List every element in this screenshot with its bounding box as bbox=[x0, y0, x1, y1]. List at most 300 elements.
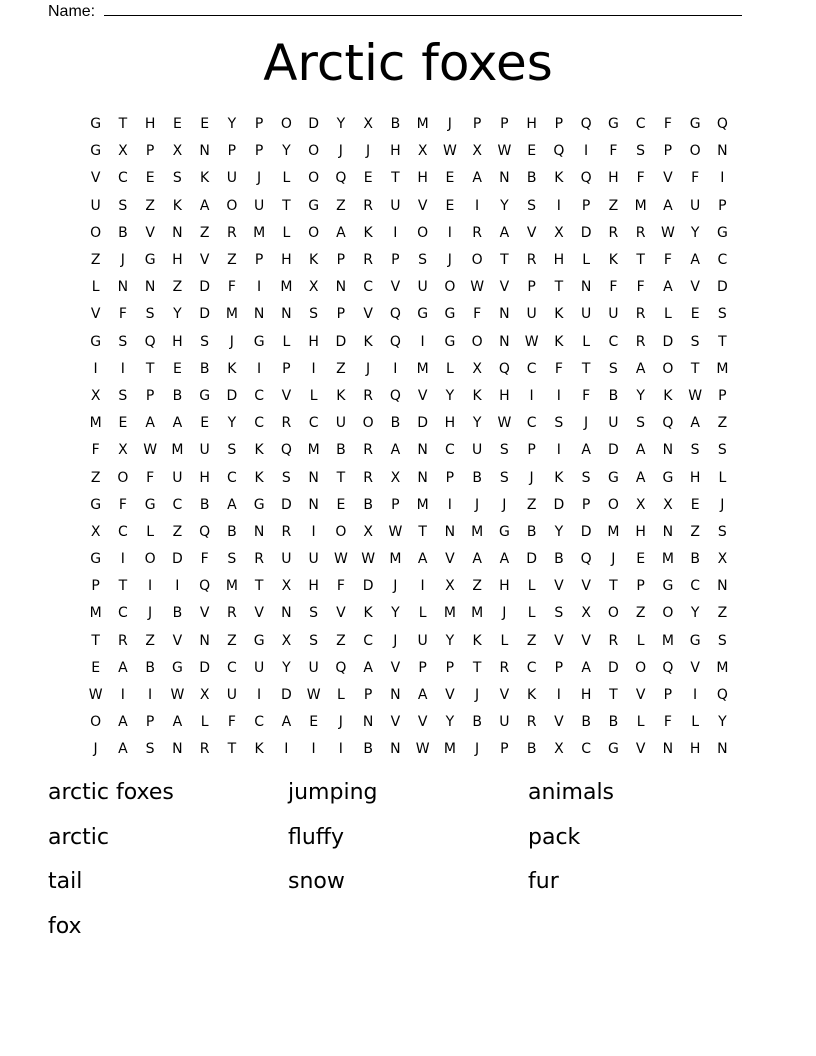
grid-row bbox=[82, 220, 736, 247]
grid-letter: Y bbox=[282, 143, 291, 160]
grid-letter: V bbox=[526, 224, 537, 241]
grid-letter: J bbox=[447, 116, 452, 133]
grid-letter: X bbox=[554, 741, 564, 758]
word-list-item: snow bbox=[288, 869, 345, 894]
grid-letter: L bbox=[445, 360, 454, 377]
name-underline bbox=[104, 15, 742, 16]
grid-letter: S bbox=[200, 333, 210, 350]
grid-letter: N bbox=[253, 523, 265, 540]
grid-letter: V bbox=[417, 714, 428, 731]
grid-letter: I bbox=[120, 360, 125, 377]
grid-letter: I bbox=[338, 741, 343, 758]
grid-letter: V bbox=[499, 279, 510, 296]
grid-letter: C bbox=[226, 469, 237, 486]
grid-letter: Q bbox=[553, 143, 565, 160]
grid-letter: C bbox=[226, 659, 237, 676]
grid-letter: V bbox=[254, 605, 264, 622]
grid-letter: E bbox=[309, 714, 319, 731]
grid-letter: W bbox=[306, 687, 321, 704]
grid-letter: F bbox=[691, 170, 700, 187]
grid-letter: X bbox=[445, 578, 455, 595]
grid-letter: A bbox=[499, 551, 510, 568]
grid-letter: B bbox=[336, 442, 346, 459]
grid-letter: S bbox=[690, 333, 700, 350]
grid-letter: U bbox=[690, 197, 701, 214]
grid-letter: B bbox=[390, 116, 401, 133]
grid-letter: Z bbox=[90, 252, 101, 269]
grid-letter: A bbox=[145, 415, 155, 432]
grid-letter: N bbox=[662, 741, 674, 758]
grid-letter: H bbox=[526, 116, 537, 133]
grid-letter: V bbox=[581, 632, 591, 649]
grid-letter: U bbox=[499, 714, 510, 731]
grid-letter: J bbox=[529, 469, 534, 486]
grid-letter: C bbox=[526, 360, 537, 377]
grid-letter: J bbox=[475, 496, 480, 513]
grid-letter: J bbox=[447, 252, 452, 269]
grid-row bbox=[82, 492, 736, 519]
grid-letter: W bbox=[88, 687, 103, 704]
grid-letter: F bbox=[609, 279, 618, 296]
grid-letter: S bbox=[309, 605, 319, 622]
grid-letter: S bbox=[145, 741, 155, 758]
grid-letter: J bbox=[93, 741, 98, 758]
grid-letter: A bbox=[199, 197, 210, 214]
grid-letter: N bbox=[662, 442, 674, 459]
grid-letter: C bbox=[581, 741, 592, 758]
grid-letter: G bbox=[444, 333, 456, 350]
word-list-item: fox bbox=[48, 913, 82, 939]
grid-letter: O bbox=[689, 143, 701, 160]
grid-letter: W bbox=[143, 442, 158, 459]
grid-letter: F bbox=[663, 252, 672, 269]
grid-letter: S bbox=[227, 442, 237, 459]
grid-letter: O bbox=[226, 197, 238, 214]
grid-letter: T bbox=[91, 632, 100, 649]
grid-letter: Y bbox=[690, 224, 700, 241]
grid-letter: K bbox=[472, 387, 482, 404]
grid-letter: T bbox=[418, 523, 427, 540]
grid-letter: H bbox=[580, 687, 592, 704]
grid-letter: Q bbox=[662, 415, 674, 432]
grid-letter: J bbox=[393, 578, 398, 595]
grid-letter: E bbox=[445, 170, 455, 187]
grid-letter: Z bbox=[172, 279, 183, 296]
grid-letter: W bbox=[333, 551, 348, 568]
grid-letter: P bbox=[581, 197, 591, 214]
grid-letter: T bbox=[118, 116, 128, 133]
grid-letter: U bbox=[226, 170, 237, 187]
grid-letter: H bbox=[444, 415, 456, 432]
grid-row bbox=[82, 274, 736, 301]
grid-letter: E bbox=[91, 659, 101, 676]
grid-letter: G bbox=[90, 551, 102, 568]
grid-letter: X bbox=[118, 442, 128, 459]
grid-letter: C bbox=[444, 442, 455, 459]
grid-letter: Q bbox=[144, 333, 156, 350]
word-list-item: animals bbox=[528, 780, 615, 805]
grid-letter: C bbox=[690, 578, 701, 595]
grid-letter: U bbox=[226, 687, 237, 704]
grid-letter: K bbox=[554, 306, 564, 323]
grid-letter: U bbox=[526, 306, 537, 323]
grid-letter: G bbox=[607, 469, 619, 486]
grid-letter: S bbox=[172, 170, 182, 187]
grid-letter: V bbox=[145, 224, 155, 241]
grid-letter: T bbox=[472, 659, 482, 676]
grid-letter: O bbox=[444, 279, 456, 296]
grid-letter: M bbox=[716, 659, 729, 676]
grid-letter: R bbox=[227, 224, 237, 241]
grid-letter: R bbox=[363, 442, 373, 459]
grid-row bbox=[82, 437, 736, 464]
grid-letter: R bbox=[526, 714, 537, 731]
grid-letter: G bbox=[607, 741, 619, 758]
grid-letter: B bbox=[390, 415, 401, 432]
grid-letter: L bbox=[582, 252, 591, 269]
grid-letter: Y bbox=[282, 659, 291, 676]
grid-letter: M bbox=[471, 523, 484, 540]
grid-letter: W bbox=[442, 143, 457, 160]
grid-letter: H bbox=[553, 252, 565, 269]
grid-letter: Z bbox=[336, 632, 346, 649]
grid-letter: T bbox=[118, 578, 128, 595]
grid-letter: V bbox=[390, 659, 401, 676]
grid-letter: S bbox=[281, 469, 291, 486]
grid-letter: F bbox=[146, 469, 155, 486]
grid-letter: V bbox=[554, 632, 564, 649]
grid-letter: G bbox=[90, 116, 102, 133]
grid-letter: J bbox=[366, 360, 371, 377]
grid-letter: T bbox=[145, 360, 155, 377]
grid-letter: J bbox=[148, 605, 153, 622]
grid-letter: E bbox=[145, 170, 155, 187]
grid-letter: L bbox=[691, 714, 700, 731]
grid-letter: L bbox=[146, 523, 155, 540]
grid-letter: J bbox=[393, 632, 398, 649]
grid-letter: J bbox=[475, 687, 480, 704]
grid-letter: A bbox=[118, 714, 128, 731]
grid-letter: V bbox=[390, 279, 401, 296]
grid-letter: A bbox=[635, 469, 646, 486]
grid-letter: S bbox=[581, 469, 591, 486]
grid-letter: C bbox=[526, 659, 537, 676]
grid-letter: G bbox=[662, 578, 674, 595]
grid-letter: M bbox=[89, 605, 102, 622]
grid-letter: Q bbox=[498, 360, 510, 377]
grid-letter: J bbox=[475, 741, 480, 758]
grid-letter: N bbox=[281, 605, 292, 622]
grid-letter: V bbox=[554, 714, 564, 731]
grid-letter: I bbox=[311, 360, 316, 377]
grid-letter: D bbox=[199, 306, 211, 323]
grid-letter: O bbox=[635, 659, 647, 676]
grid-letter: K bbox=[172, 197, 182, 214]
grid-letter: D bbox=[308, 116, 320, 133]
grid-letter: Y bbox=[445, 714, 455, 731]
grid-letter: E bbox=[690, 306, 700, 323]
grid-letter: F bbox=[663, 116, 672, 133]
grid-letter: M bbox=[471, 605, 484, 622]
grid-letter: P bbox=[554, 116, 564, 133]
grid-letter: G bbox=[498, 523, 510, 540]
grid-letter: F bbox=[582, 387, 591, 404]
grid-letter: J bbox=[338, 143, 343, 160]
grid-letter: P bbox=[418, 659, 427, 676]
grid-letter: W bbox=[524, 333, 539, 350]
grid-letter: X bbox=[363, 116, 373, 133]
grid-letter: G bbox=[144, 496, 156, 513]
grid-row bbox=[82, 356, 736, 383]
grid-letter: V bbox=[690, 279, 700, 296]
grid-letter: X bbox=[472, 143, 482, 160]
grid-row bbox=[82, 600, 736, 627]
grid-letter: Z bbox=[336, 360, 346, 377]
grid-letter: J bbox=[720, 496, 725, 513]
grid-letter: G bbox=[144, 252, 156, 269]
grid-letter: N bbox=[390, 741, 401, 758]
grid-letter: W bbox=[660, 224, 675, 241]
grid-letter: A bbox=[281, 714, 292, 731]
grid-letter: S bbox=[118, 387, 128, 404]
grid-letter: H bbox=[499, 387, 510, 404]
grid-letter: O bbox=[90, 224, 102, 241]
grid-letter: A bbox=[472, 551, 482, 568]
grid-letter: I bbox=[556, 687, 561, 704]
grid-letter: R bbox=[199, 741, 210, 758]
grid-letter: P bbox=[636, 578, 645, 595]
grid-letter: N bbox=[199, 632, 210, 649]
grid-letter: V bbox=[554, 578, 564, 595]
grid-letter: Z bbox=[145, 632, 155, 649]
grid-letter: I bbox=[420, 578, 425, 595]
grid-letter: L bbox=[91, 279, 100, 296]
grid-letter: R bbox=[635, 224, 646, 241]
grid-letter: M bbox=[253, 224, 266, 241]
grid-letter: H bbox=[172, 333, 183, 350]
grid-letter: F bbox=[227, 279, 236, 296]
grid-letter: V bbox=[281, 387, 292, 404]
grid-letter: N bbox=[362, 714, 374, 731]
grid-letter: N bbox=[335, 279, 347, 296]
grid-letter: F bbox=[473, 306, 482, 323]
grid-letter: E bbox=[172, 360, 182, 377]
grid-letter: G bbox=[417, 306, 429, 323]
grid-letter: W bbox=[361, 551, 376, 568]
grid-letter: Z bbox=[472, 578, 482, 595]
grid-letter: F bbox=[118, 306, 127, 323]
grid-letter: X bbox=[581, 605, 591, 622]
grid-letter: H bbox=[199, 469, 210, 486]
grid-letter: P bbox=[254, 143, 264, 160]
grid-row bbox=[82, 628, 736, 655]
grid-letter: X bbox=[90, 387, 101, 404]
grid-letter: O bbox=[607, 496, 619, 513]
grid-letter: I bbox=[148, 687, 153, 704]
grid-letter: M bbox=[661, 551, 674, 568]
grid-letter: I bbox=[584, 143, 589, 160]
grid-letter: N bbox=[499, 306, 510, 323]
grid-letter: T bbox=[718, 333, 727, 350]
grid-letter: N bbox=[444, 523, 456, 540]
grid-letter: Z bbox=[608, 197, 619, 214]
grid-letter: P bbox=[718, 387, 727, 404]
grid-letter: P bbox=[145, 143, 155, 160]
grid-letter: H bbox=[608, 170, 619, 187]
grid-letter: K bbox=[663, 387, 673, 404]
grid-letter: V bbox=[199, 252, 210, 269]
grid-letter: K bbox=[608, 252, 618, 269]
grid-letter: I bbox=[311, 741, 316, 758]
grid-letter: K bbox=[527, 687, 537, 704]
grid-letter: V bbox=[581, 578, 591, 595]
grid-letter: C bbox=[308, 415, 319, 432]
grid-letter: N bbox=[717, 578, 728, 595]
grid-letter: X bbox=[281, 632, 292, 649]
grid-letter: K bbox=[554, 469, 564, 486]
grid-letter: V bbox=[172, 632, 183, 649]
grid-letter: F bbox=[200, 551, 209, 568]
grid-letter: B bbox=[526, 170, 537, 187]
grid-letter: Q bbox=[580, 116, 592, 133]
grid-letter: C bbox=[363, 279, 374, 296]
grid-letter: R bbox=[635, 306, 646, 323]
grid-letter: Y bbox=[718, 714, 727, 731]
grid-letter: P bbox=[663, 143, 673, 160]
grid-letter: M bbox=[716, 360, 729, 377]
grid-letter: D bbox=[199, 279, 211, 296]
grid-letter: O bbox=[417, 224, 429, 241]
grid-letter: S bbox=[717, 442, 727, 459]
grid-letter: I bbox=[447, 496, 452, 513]
grid-letter: J bbox=[229, 333, 234, 350]
grid-row bbox=[82, 193, 736, 220]
grid-letter: G bbox=[253, 333, 265, 350]
grid-row bbox=[82, 410, 736, 437]
grid-letter: F bbox=[609, 143, 618, 160]
grid-letter: O bbox=[471, 252, 483, 269]
grid-letter: O bbox=[308, 170, 320, 187]
grid-letter: Y bbox=[472, 415, 482, 432]
grid-letter: M bbox=[661, 632, 674, 649]
grid-letter: P bbox=[718, 197, 727, 214]
grid-letter: Q bbox=[389, 387, 401, 404]
grid-letter: L bbox=[718, 469, 727, 486]
grid-letter: N bbox=[144, 279, 156, 296]
grid-letter: H bbox=[308, 578, 319, 595]
grid-letter: A bbox=[417, 687, 428, 704]
grid-letter: D bbox=[607, 659, 619, 676]
grid-letter: H bbox=[689, 469, 701, 486]
grid-letter: P bbox=[282, 360, 291, 377]
grid-letter: Z bbox=[717, 415, 728, 432]
grid-letter: L bbox=[636, 632, 645, 649]
grid-letter: V bbox=[499, 687, 510, 704]
grid-letter: U bbox=[390, 197, 401, 214]
grid-letter: S bbox=[499, 442, 509, 459]
grid-letter: Z bbox=[227, 632, 237, 649]
grid-letter: D bbox=[580, 523, 592, 540]
grid-letter: R bbox=[499, 659, 510, 676]
grid-letter: Q bbox=[580, 551, 592, 568]
grid-letter: P bbox=[527, 279, 536, 296]
grid-letter: B bbox=[581, 714, 591, 731]
grid-letter: U bbox=[608, 306, 619, 323]
grid-letter: R bbox=[363, 197, 373, 214]
grid-letter: M bbox=[225, 578, 238, 595]
grid-letter: J bbox=[338, 714, 343, 731]
grid-letter: A bbox=[581, 659, 591, 676]
grid-letter: B bbox=[145, 659, 155, 676]
grid-letter: P bbox=[527, 442, 536, 459]
grid-letter: S bbox=[717, 306, 727, 323]
grid-letter: L bbox=[282, 333, 291, 350]
grid-letter: M bbox=[280, 279, 293, 296]
grid-letter: D bbox=[362, 578, 374, 595]
grid-letter: B bbox=[690, 551, 700, 568]
grid-letter: B bbox=[554, 551, 564, 568]
grid-letter: Q bbox=[389, 306, 401, 323]
grid-letter: P bbox=[254, 116, 264, 133]
grid-letter: P bbox=[500, 741, 509, 758]
grid-letter: D bbox=[171, 551, 183, 568]
grid-letter: A bbox=[172, 415, 183, 432]
grid-letter: N bbox=[662, 523, 674, 540]
word-list-item: arctic foxes bbox=[48, 780, 174, 805]
grid-letter: A bbox=[663, 197, 673, 214]
grid-letter: S bbox=[309, 306, 319, 323]
grid-row bbox=[82, 519, 736, 546]
grid-letter: I bbox=[284, 741, 289, 758]
grid-letter: V bbox=[390, 714, 401, 731]
grid-letter: E bbox=[527, 143, 537, 160]
grid-letter: T bbox=[554, 279, 564, 296]
grid-letter: S bbox=[554, 605, 564, 622]
grid-letter: L bbox=[582, 333, 591, 350]
grid-letter: A bbox=[472, 170, 482, 187]
grid-letter: K bbox=[336, 387, 346, 404]
grid-letter: B bbox=[363, 741, 373, 758]
word-list-item: pack bbox=[528, 824, 581, 850]
grid-letter: O bbox=[90, 714, 102, 731]
grid-letter: G bbox=[689, 116, 701, 133]
grid-letter: V bbox=[663, 170, 673, 187]
grid-letter: U bbox=[281, 551, 292, 568]
grid-letter: A bbox=[635, 360, 646, 377]
grid-letter: K bbox=[254, 442, 264, 459]
grid-letter: J bbox=[502, 496, 507, 513]
grid-letter: C bbox=[254, 714, 265, 731]
grid-row bbox=[82, 111, 736, 138]
grid-letter: E bbox=[363, 170, 373, 187]
grid-letter: P bbox=[663, 687, 673, 704]
grid-letter: Z bbox=[717, 605, 728, 622]
grid-letter: D bbox=[417, 415, 429, 432]
grid-letter: V bbox=[690, 659, 700, 676]
grid-letter: I bbox=[420, 333, 425, 350]
grid-letter: A bbox=[581, 442, 591, 459]
grid-letter: V bbox=[363, 306, 373, 323]
grid-letter: D bbox=[226, 387, 238, 404]
grid-letter: C bbox=[526, 415, 537, 432]
grid-letter: R bbox=[363, 387, 373, 404]
grid-letter: X bbox=[308, 279, 319, 296]
grid-letter: K bbox=[227, 360, 237, 377]
grid-letter: A bbox=[118, 741, 128, 758]
grid-letter: N bbox=[717, 143, 728, 160]
grid-letter: R bbox=[472, 224, 482, 241]
grid-letter: M bbox=[416, 360, 429, 377]
